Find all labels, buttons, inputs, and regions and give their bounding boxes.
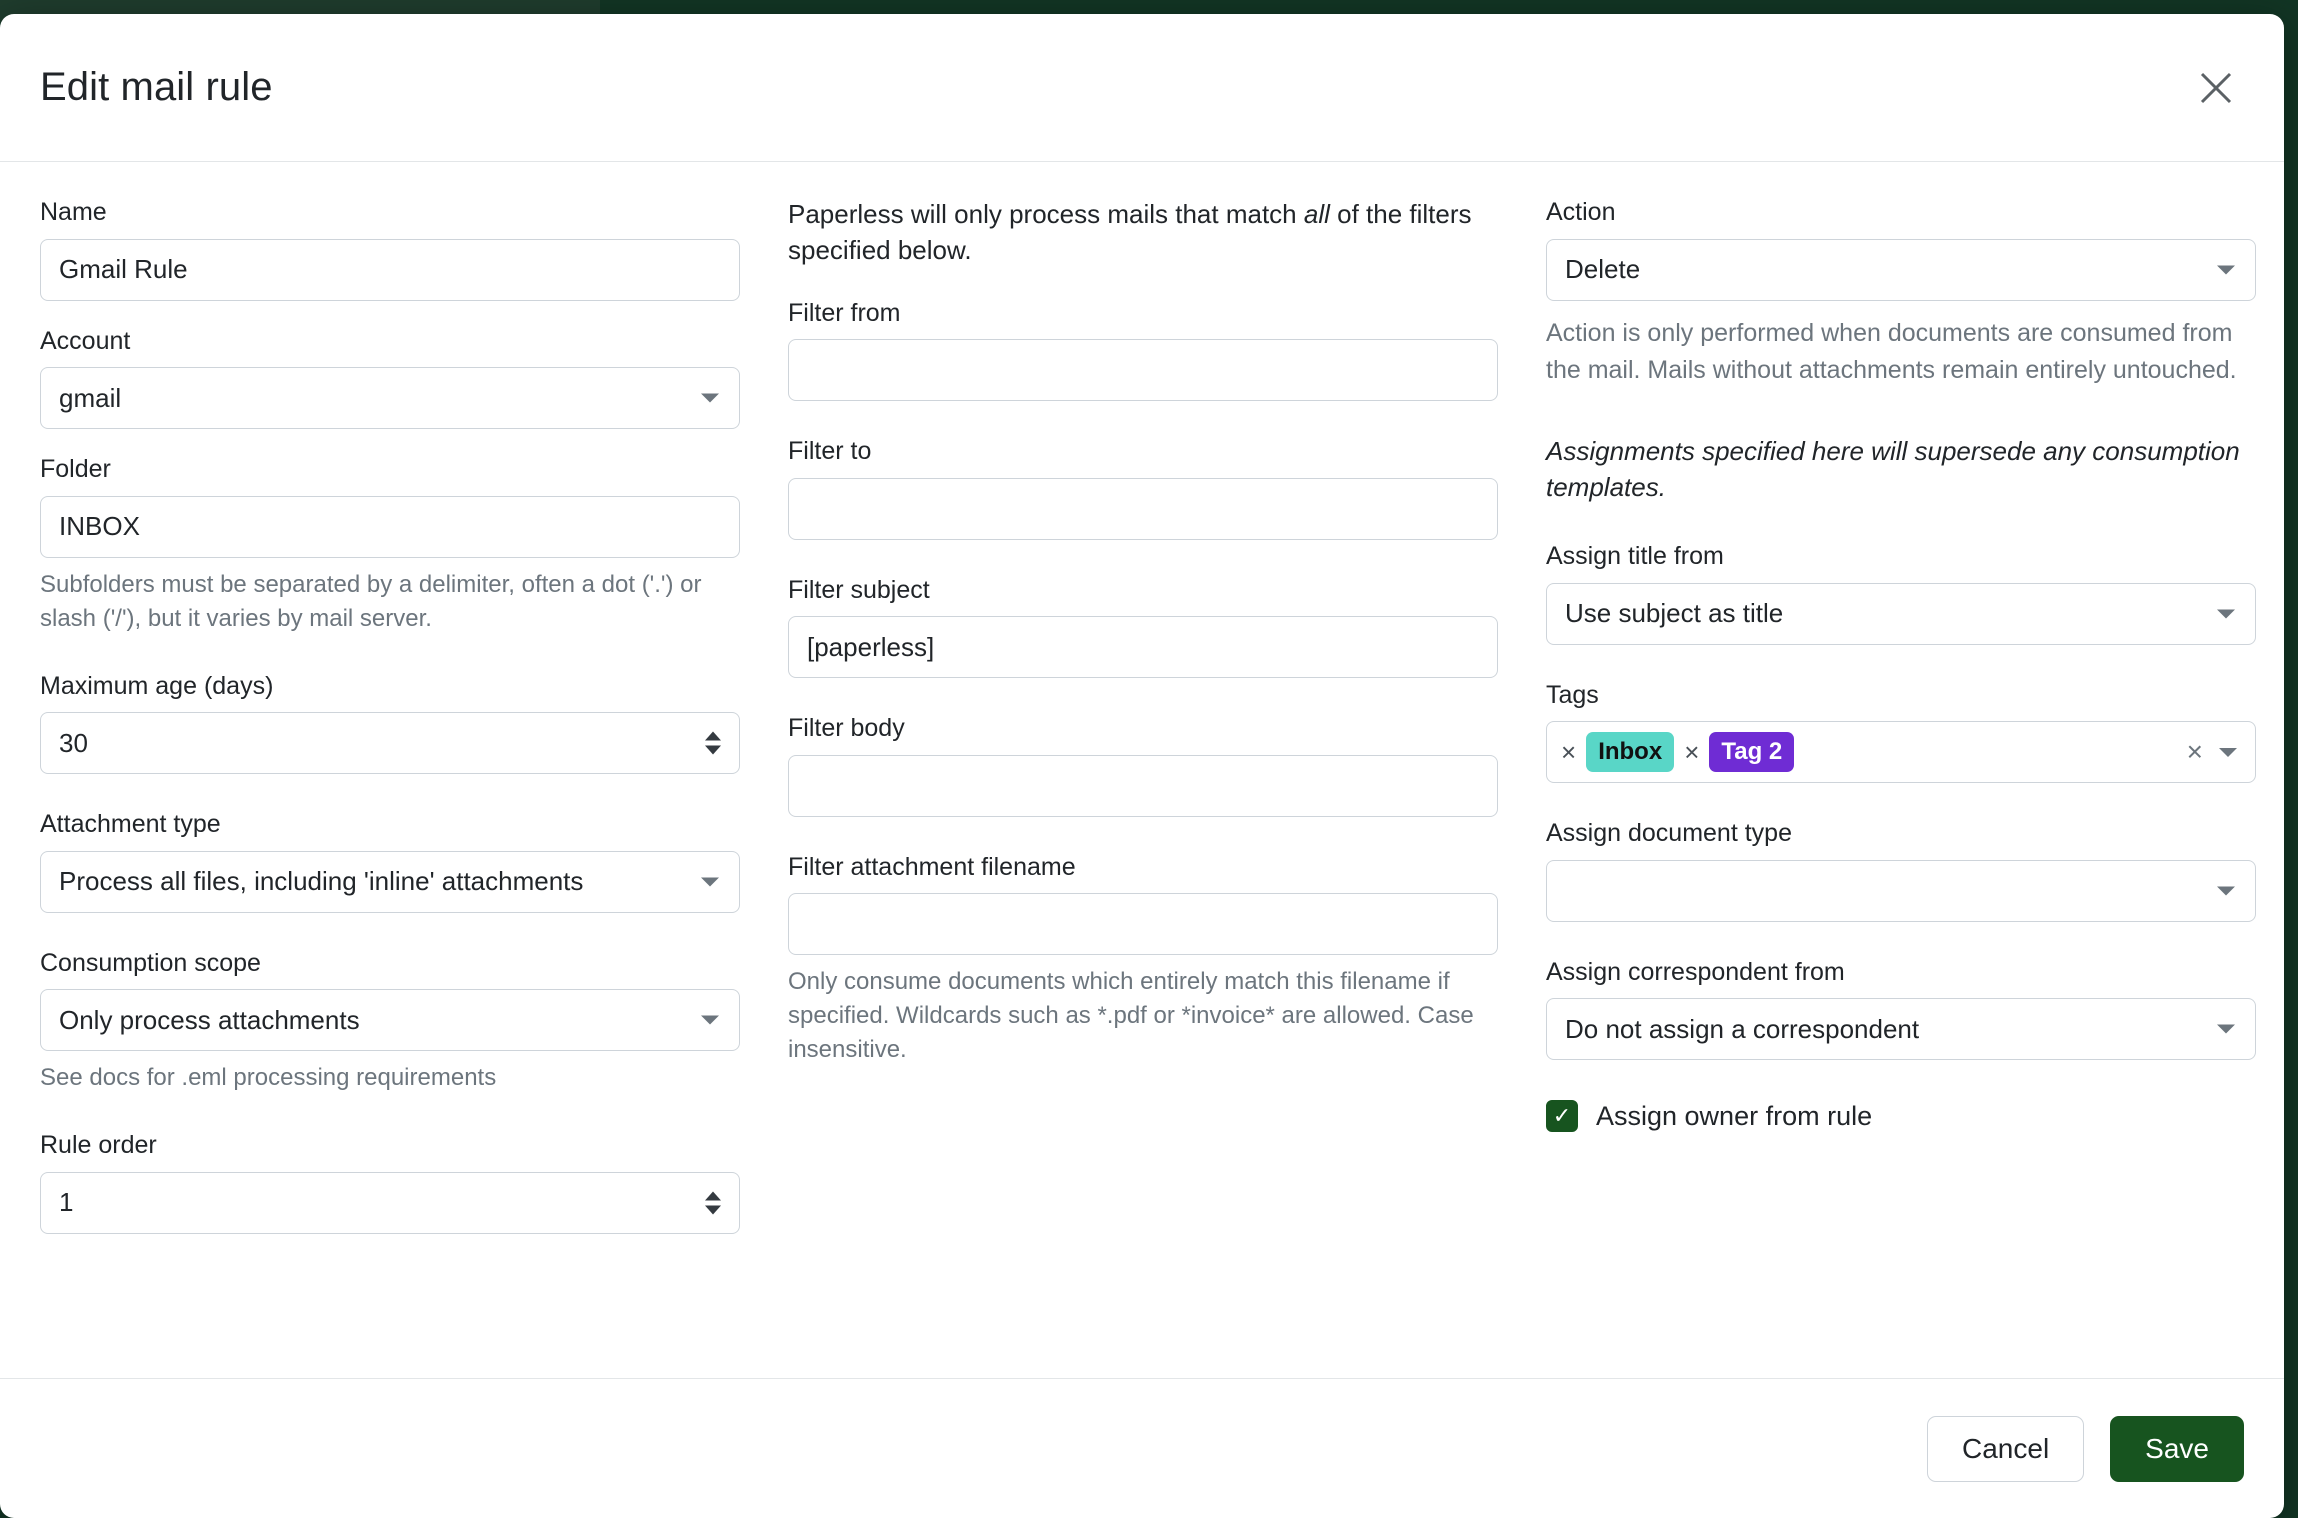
tag-chip[interactable] [1684, 732, 1794, 772]
attachment-type-label: Attachment type [40, 810, 221, 839]
assign-owner-checkbox-row[interactable] [1546, 1100, 2256, 1132]
field-assign-document-type [1546, 817, 2256, 922]
account-label: Account [40, 326, 131, 355]
chevron-down-icon [701, 394, 719, 403]
tag-pill-label: Tag 2 [1709, 732, 1794, 772]
checkbox-checked-icon[interactable]: ✓ [1546, 1100, 1578, 1132]
tags-label: Tags [1546, 680, 1599, 709]
consumption-scope-hint: See docs for .eml processing requirements [40, 1064, 497, 1092]
assign-document-type-label: Assign document type [1546, 819, 1792, 848]
consumption-scope-value: Only process attachments [59, 1004, 360, 1035]
name-input[interactable]: Gmail Rule [40, 239, 740, 301]
filter-attachment-filename-hint: Only consume documents which entirely match this filename if specified. Wildcards such as *.pdf or *invoice* are allowed. Case insensitive. [788, 968, 1474, 1064]
assign-correspondent-value: Do not assign a correspondent [1565, 1013, 1920, 1044]
action-label: Action [1546, 198, 1616, 226]
action-value: Delete [1565, 254, 1641, 284]
column-actions [1546, 196, 2256, 1378]
field-filter-attachment-filename [788, 851, 1498, 1068]
maximum-age-value: 30 [59, 727, 88, 758]
assign-correspondent-label: Assign correspondent from [1546, 957, 1845, 986]
action-hint: Action is only performed when documents are consumed from the mail. Mails without attachments remain entirely untouched. [1546, 318, 2237, 384]
field-assign-title [1546, 540, 2256, 645]
assign-title-select[interactable] [1546, 583, 2256, 645]
name-label: Name [40, 198, 107, 226]
folder-input[interactable]: INBOX [40, 496, 740, 558]
filters-intro [788, 196, 1498, 269]
filters-intro-prefix: Paperless will only process mails that match [788, 199, 1304, 229]
filter-from-input[interactable] [788, 339, 1498, 401]
field-name [40, 196, 740, 301]
folder-label: Folder [40, 455, 111, 483]
assign-title-label: Assign title from [1546, 542, 1724, 571]
tags-input[interactable] [1546, 721, 2256, 783]
filter-to-input[interactable] [788, 478, 1498, 540]
filter-subject-label: Filter subject [788, 575, 930, 604]
rule-order-stepper[interactable] [40, 1172, 740, 1234]
account-value: gmail [59, 382, 122, 413]
field-tags [1546, 679, 2256, 784]
filter-body-label: Filter body [788, 714, 905, 743]
chevron-down-icon [701, 1016, 719, 1025]
assign-correspondent-select[interactable] [1546, 998, 2256, 1060]
column-filters [788, 196, 1498, 1378]
remove-tag-icon[interactable]: × [1684, 737, 1700, 768]
edit-mail-rule-dialog [0, 14, 2284, 1518]
clear-tags-icon[interactable]: × [2186, 736, 2203, 768]
field-attachment-type [40, 808, 740, 913]
filters-intro-emphasis: all [1303, 199, 1330, 229]
filters-intro-suffix: of the filters specified below. [788, 199, 1472, 266]
field-filter-from [788, 297, 1498, 402]
chevron-down-icon [2217, 609, 2235, 618]
field-rule-order [40, 1129, 740, 1234]
chevron-down-icon [701, 877, 719, 886]
column-general [40, 196, 740, 1378]
field-account [40, 325, 740, 430]
action-select[interactable] [1546, 239, 2256, 301]
field-folder [40, 453, 740, 636]
attachment-type-select[interactable] [40, 851, 740, 913]
tag-pill-label: Inbox [1586, 732, 1674, 772]
tag-chip[interactable] [1561, 732, 1674, 772]
consumption-scope-select[interactable] [40, 989, 740, 1051]
assign-owner-label: Assign owner from rule [1596, 1100, 1873, 1131]
field-filter-body [788, 712, 1498, 817]
save-button[interactable]: Save [2110, 1416, 2244, 1482]
close-icon[interactable] [2188, 60, 2244, 116]
rule-order-value: 1 [59, 1187, 74, 1218]
filter-from-label: Filter from [788, 298, 901, 327]
chevron-down-icon [2217, 1025, 2235, 1034]
field-consumption-scope [40, 947, 740, 1096]
maximum-age-stepper[interactable] [40, 712, 740, 774]
field-filter-to [788, 435, 1498, 540]
assign-document-type-select[interactable] [1546, 860, 2256, 922]
chevron-down-icon [2217, 265, 2235, 274]
chevron-down-icon [2217, 886, 2235, 895]
filter-body-input[interactable] [788, 755, 1498, 817]
field-filter-subject [788, 574, 1498, 679]
dialog-body [0, 162, 2284, 1378]
filter-attachment-filename-input[interactable] [788, 893, 1498, 955]
cancel-button[interactable]: Cancel [1927, 1416, 2084, 1482]
field-maximum-age [40, 670, 740, 775]
folder-hint: Subfolders must be separated by a delimiter, often a dot ('.') or slash ('/'), but it varies by mail server. [40, 570, 702, 632]
page-title: Edit mail rule [40, 65, 273, 109]
consumption-scope-label: Consumption scope [40, 948, 261, 977]
assign-title-value: Use subject as title [1565, 598, 1784, 629]
dialog-footer [0, 1378, 2284, 1518]
field-assign-correspondent [1546, 956, 2256, 1061]
maximum-age-label: Maximum age (days) [40, 671, 274, 700]
rule-order-label: Rule order [40, 1131, 157, 1160]
remove-tag-icon[interactable]: × [1561, 737, 1577, 768]
dialog-header [0, 14, 2284, 162]
assignments-note: Assignments specified here will supersede any consumption templates. [1546, 435, 2240, 503]
stepper-arrows-icon[interactable] [705, 1191, 721, 1214]
field-action [1546, 196, 2256, 389]
account-select[interactable] [40, 367, 740, 429]
stepper-arrows-icon[interactable] [705, 732, 721, 755]
chevron-down-icon[interactable] [2219, 748, 2237, 757]
attachment-type-value: Process all files, including 'inline' attachments [59, 866, 584, 897]
filter-subject-input[interactable]: [paperless] [788, 616, 1498, 678]
filter-attachment-filename-label: Filter attachment filename [788, 852, 1076, 881]
filter-to-label: Filter to [788, 437, 872, 466]
